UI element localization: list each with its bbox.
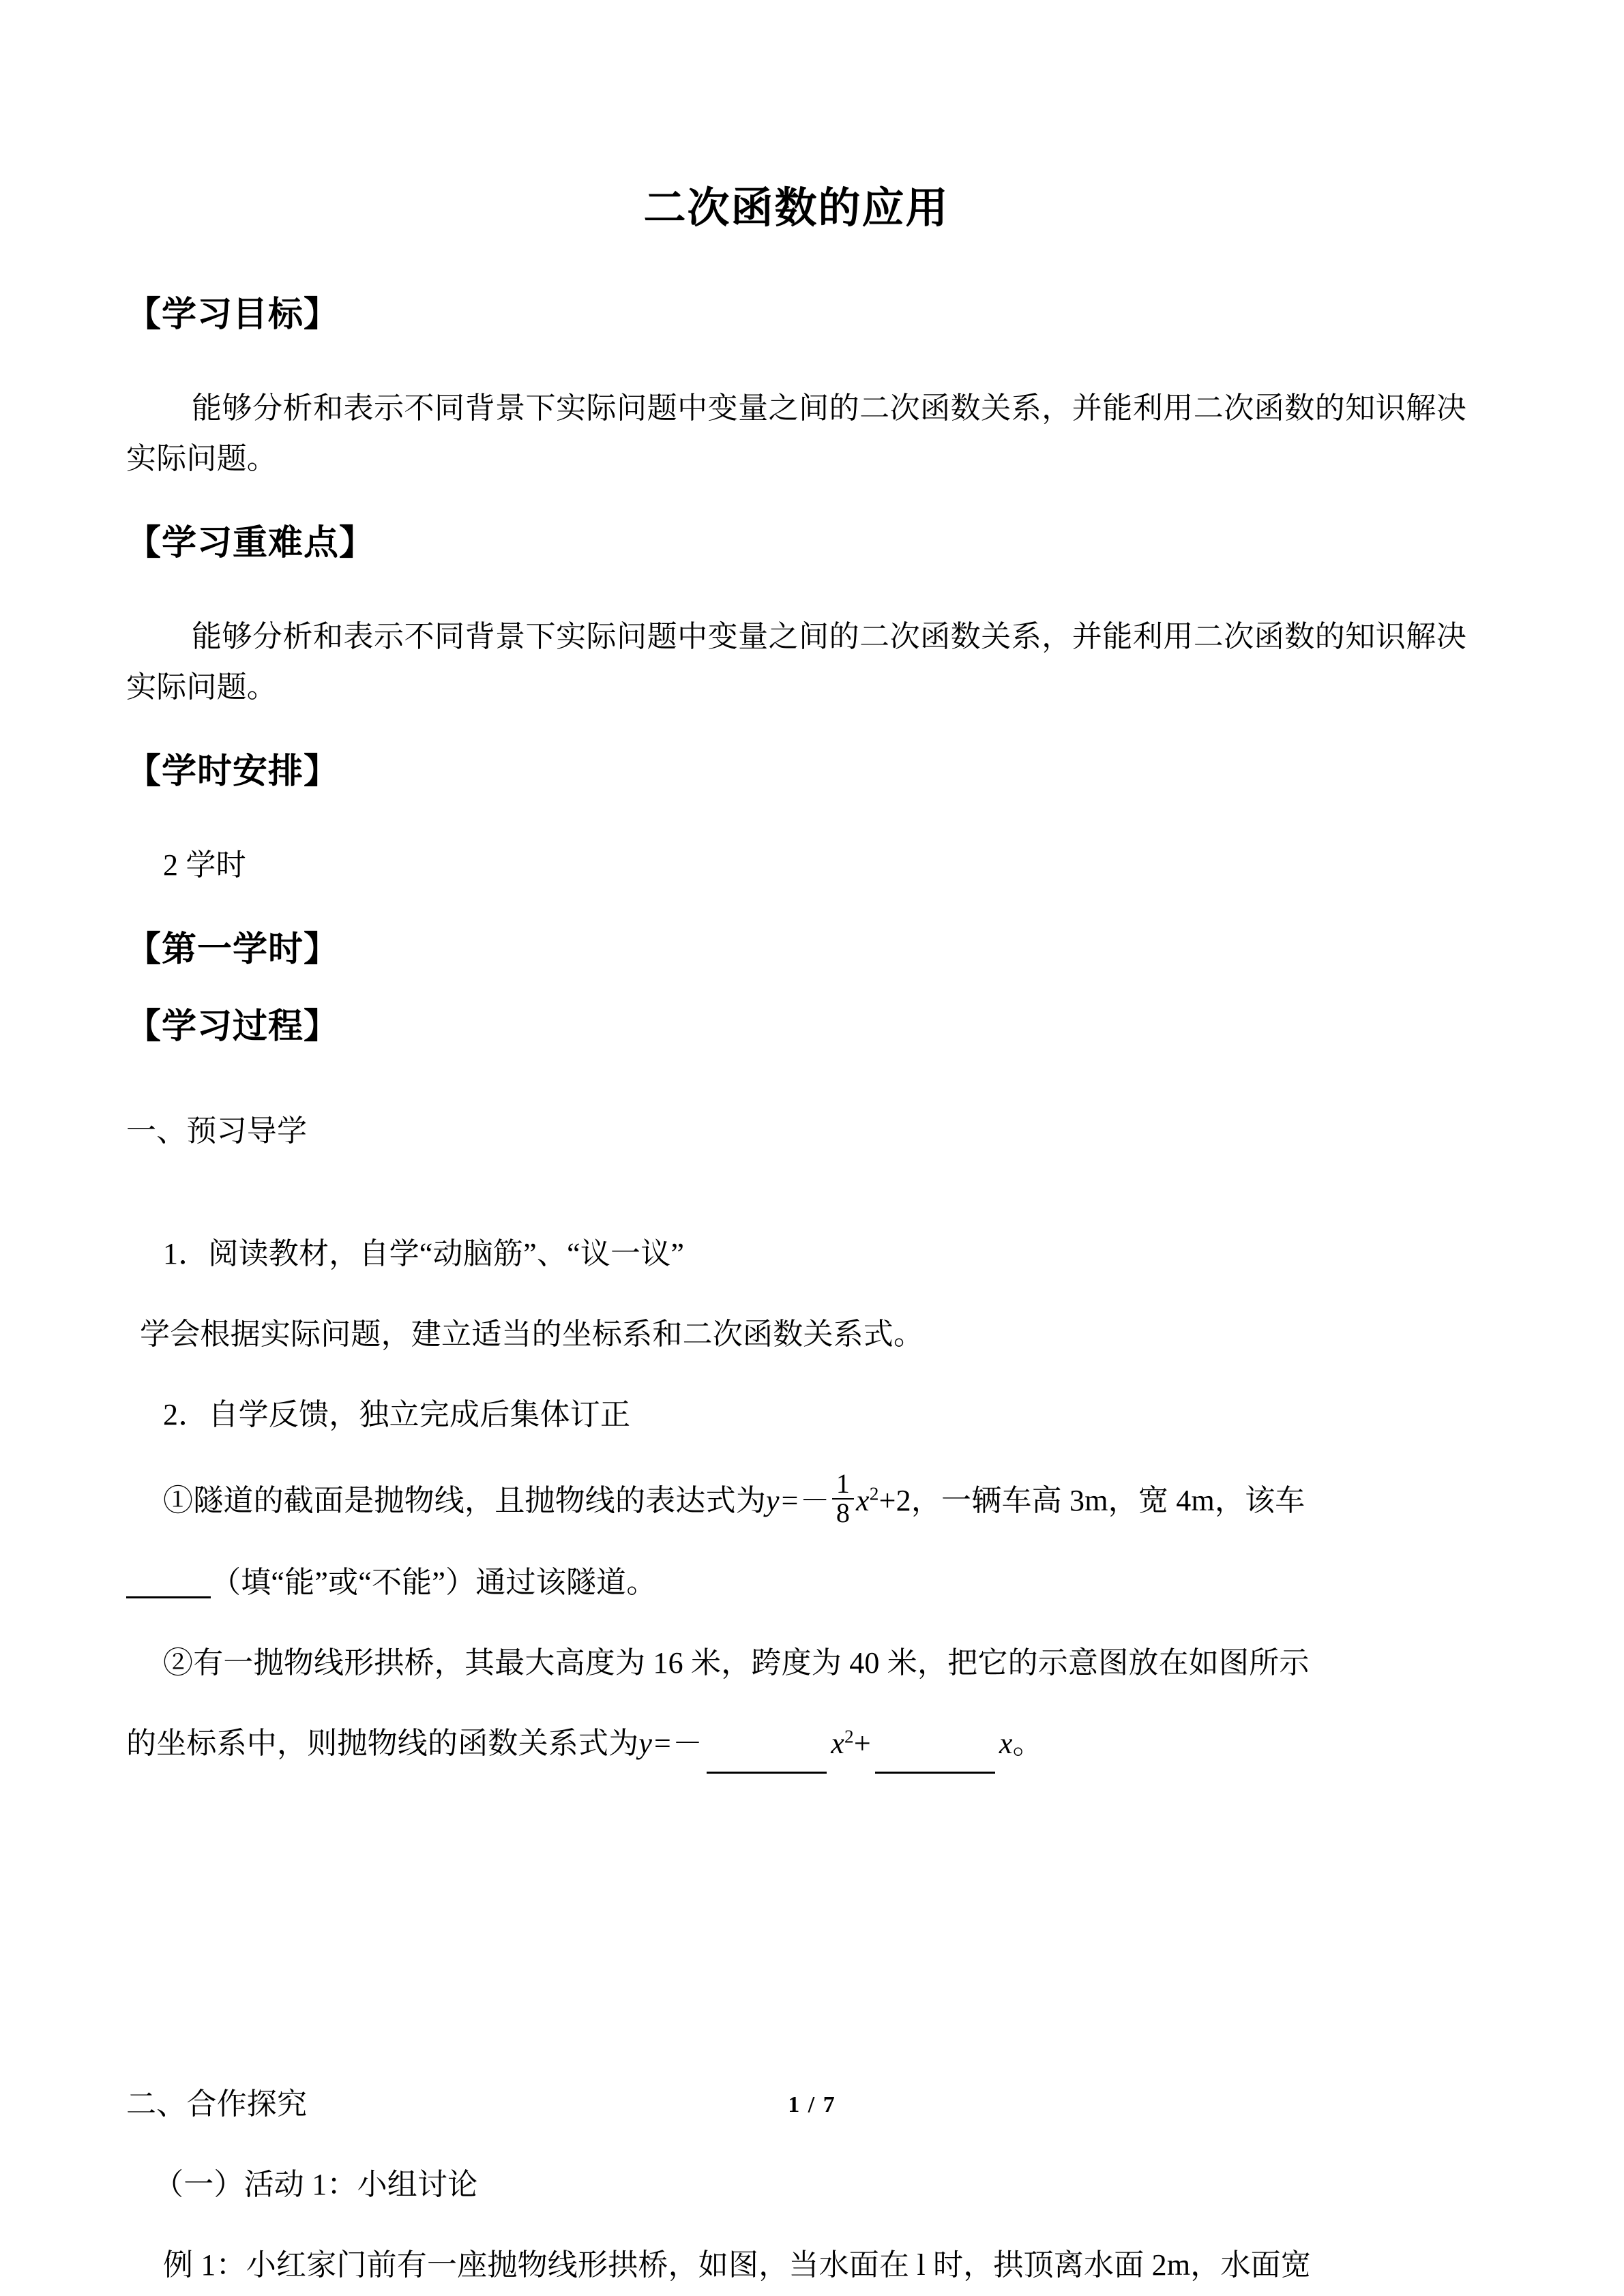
formula-variable-x: x xyxy=(856,1484,870,1517)
question-1-answer-blank[interactable] xyxy=(126,1569,211,1598)
question-2-coefficient-blank-1[interactable] xyxy=(707,1725,827,1774)
section-heading-period-one: 【第一学时】 xyxy=(126,931,340,969)
formula-tail: +2， xyxy=(879,1484,942,1517)
question-1-formula xyxy=(766,1468,942,1528)
preview-item-2-text: 自学反馈，独立完成后集体订正 xyxy=(208,1398,631,1431)
question-2-plus: + xyxy=(853,1726,871,1760)
fraction-numerator: 1 xyxy=(836,1468,851,1499)
question-2-period: 。 xyxy=(1012,1726,1043,1760)
question-1-line-1 xyxy=(126,1470,1466,1527)
formula-fraction xyxy=(832,1470,854,1527)
part-two-heading: 二、合作探究 xyxy=(126,2087,308,2121)
formula-exponent: 2 xyxy=(869,1483,879,1504)
question-2-formula-minus: － xyxy=(673,1726,703,1760)
part-two-activity: （一）活动 1：小组讨论 xyxy=(153,2168,478,2202)
preview-item-1-number: 1． xyxy=(163,1237,209,1270)
part-one-heading: 一、预习导学 xyxy=(126,1114,308,1148)
page-footer: 1 / 7 xyxy=(788,2092,836,2117)
objective-body: 能够分析和表示不同背景下实际问题中变量之间的二次函数关系，并能利用二次函数的知识解决实际问题。 xyxy=(126,391,1466,475)
document-content xyxy=(126,0,1466,2296)
question-2-variable-x: x xyxy=(831,1726,844,1760)
key-points-body: 能够分析和表示不同背景下实际问题中变量之间的二次函数关系，并能利用二次函数的知识解决实际问题。 xyxy=(126,620,1466,704)
preview-item-1 xyxy=(126,1229,1466,1279)
section-heading-schedule: 【学时安排】 xyxy=(126,753,340,791)
preview-item-2-number: 2． xyxy=(163,1398,209,1431)
question-1-line-2 xyxy=(126,1557,1466,1608)
formula-minus-sign: － xyxy=(799,1484,830,1517)
question-2-line-2 xyxy=(126,1718,1466,1774)
question-1-text-before: 隧道的截面是抛物线，且抛物线的表达式为 xyxy=(193,1484,767,1517)
question-1-text-after: 一辆车高 3m，宽 4m，该车 xyxy=(941,1484,1305,1517)
question-2-variable-x-2: x xyxy=(999,1726,1013,1760)
question-2-line-1-text: 有一抛物线形拱桥，其最大高度为 16 米，跨度为 40 米，把它的示意图放在如图所示 xyxy=(193,1645,1310,1680)
question-2-exponent: 2 xyxy=(844,1725,854,1746)
question-2-coefficient-blank-2[interactable] xyxy=(875,1725,995,1774)
question-2-marker: ② xyxy=(163,1645,194,1680)
question-1-line-2-text: （填“能”或“不能”）通过该隧道。 xyxy=(211,1565,657,1599)
preview-item-1-subtext: 学会根据实际问题，建立适当的坐标系和二次函数关系式。 xyxy=(140,1317,924,1351)
page-title: 二次函数的应用 xyxy=(643,185,949,232)
question-2-formula xyxy=(638,1727,1042,1760)
fraction-denominator: 8 xyxy=(832,1498,854,1527)
section-heading-process: 【学习过程】 xyxy=(126,1008,340,1046)
schedule-body: 2 学时 xyxy=(163,848,246,882)
preview-item-1-text: 阅读教材，自学“动脑筋”、“议一议” xyxy=(208,1237,685,1270)
formula-lhs: y= xyxy=(766,1484,800,1517)
preview-item-2 xyxy=(126,1390,1466,1440)
section-heading-objective: 【学习目标】 xyxy=(126,296,340,334)
section-heading-key-points: 【学习重难点】 xyxy=(126,524,375,563)
part-two-example-1: 例 1：小红家门前有一座抛物线形拱桥，如图，当水面在 l 时，拱顶离水面 2m，水面宽 xyxy=(163,2248,1312,2282)
question-2-line-2-text: 的坐标系中，则抛物线的函数关系式为 xyxy=(126,1726,639,1760)
question-2-formula-lhs: y= xyxy=(638,1726,673,1760)
question-2-line-1 xyxy=(126,1638,1466,1688)
question-1-marker: ① xyxy=(163,1484,194,1517)
figure-placeholder-area xyxy=(126,1804,1466,2049)
